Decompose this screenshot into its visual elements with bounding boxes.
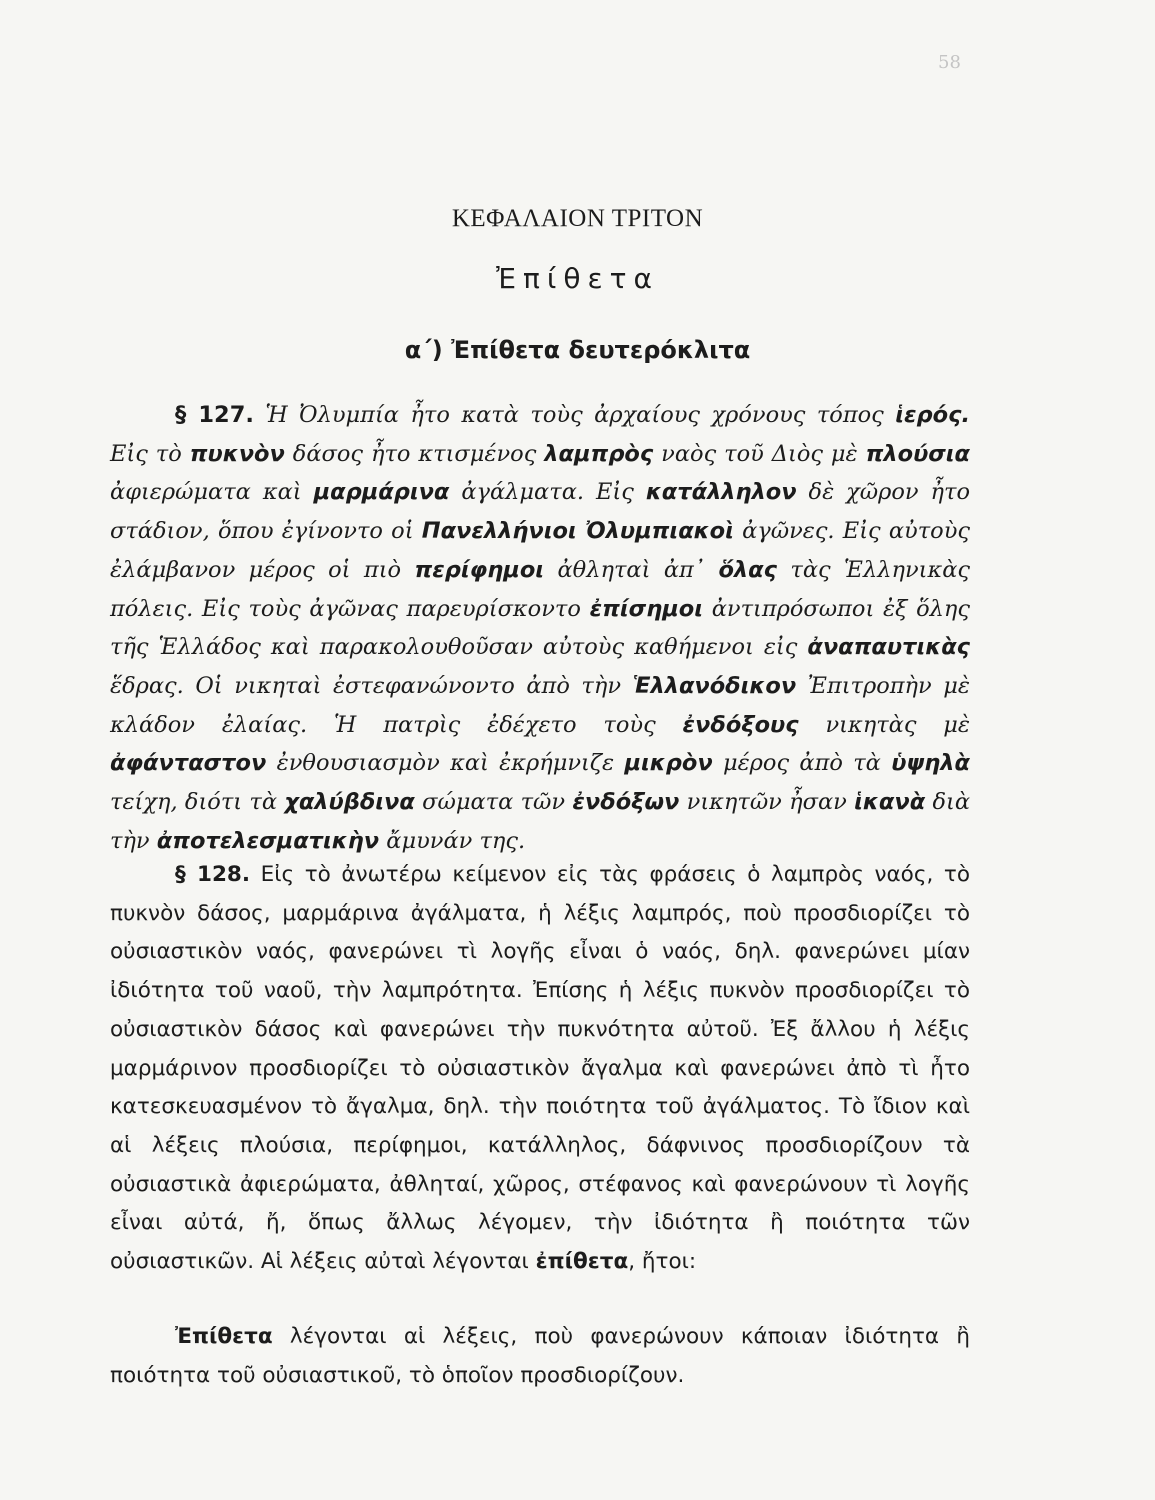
text-run: διὰ τὴν bbox=[110, 789, 971, 854]
text-run: δάσος ἦτο κτισμένος bbox=[284, 440, 545, 467]
chapter-heading: ΚΕΦΑΛΑΙΟΝ ΤΡΙΤΟΝ bbox=[451, 205, 704, 232]
bold-term: Πανελλήνιοι Ὀλυμπιακοὶ bbox=[421, 518, 734, 545]
text-run: νικητῶν ἦσαν bbox=[679, 789, 855, 816]
text-run: ἕδρας. Οἱ νικηταὶ ἐστεφανώνοντο ἀπὸ τὴν bbox=[110, 672, 633, 699]
bold-term: ἐπίθετα bbox=[535, 1249, 629, 1275]
text-run: τὰς Ἑλληνικὰς πόλεις. Εἰς τοὺς ἀγῶνας παρευρίσκοντο bbox=[110, 556, 970, 622]
bold-term: ἀποτελεσματικὴν bbox=[156, 827, 380, 854]
bold-term: ἀναπαυτικὰς bbox=[807, 634, 970, 661]
bold-term: πυκνὸν bbox=[189, 440, 285, 467]
section-number: § 128. bbox=[175, 862, 251, 887]
bold-term: ἀφάνταστον bbox=[110, 750, 267, 777]
text-run: νικητὰς μὲ bbox=[798, 711, 970, 738]
text-run: Εἰς τὸ ἀνωτέρω κείμενον εἰς τὰς φράσεις ὁ λαμπρὸς ναός, τὸ πυκνὸν δάσος, μαρμάρινα ἀγάλματα, ἡ λέξις λαμπρός, ποὺ προσδιορίζει τὸ οὐσιαστικὸν ναός, φανερώνει τὶ λογῆς εἶναι ὁ ναός, δηλ. φανερώνει μίαν ἰδιότητα τοῦ ναοῦ, τὴν λαμπρότητα. Ἐπίσης ἡ λέξις πυκνὸν προσδιορίζει τὸ οὐσιαστικὸν δάσος καὶ φανερώνει τὴν πυκνότητα αὐτοῦ. Ἐξ ἄλλου ἡ λέξις μαρμάρινον προσδιορίζει τὸ οὐσιαστικὸν ἄγαλμα καὶ φανερώνει ἀπὸ τὶ ἦτο κατεσκευασμένον τὸ ἄγαλμα, δηλ. τὴν ποιότητα τοῦ ἀγάλματος. Τὸ ἴδιον καὶ αἱ λέξεις πλούσια, περίφημοι, κατάλληλος, δάφνινος προσδιορίζουν τὰ οὐσιαστικὰ ἀφιερώματα, ἀθληταί, χῶρος, στέφανος καὶ φανερώνουν τὶ λογῆς εἶναι αὐτά, ἤ, ὅπως ἄλλως λέγομεν, τὴν ἰδιότητα ἢ ποιότητα τῶν οὐσιαστικῶν. Αἱ λέξεις αὐταὶ λέγονται bbox=[110, 862, 970, 1275]
text-run: τείχη, διότι τὰ bbox=[110, 789, 285, 816]
bold-term: λαμπρὸς bbox=[544, 440, 654, 467]
text-run: , ἤτοι: bbox=[628, 1249, 697, 1275]
text-run: ἄμυνάν της. bbox=[379, 827, 526, 854]
text-run: Ἐπιτροπὴν μὲ κλάδον ἐλαίας. Ἡ πατρὶς ἐδέχετο τοὺς bbox=[110, 672, 970, 738]
paragraph-128 bbox=[110, 856, 970, 1282]
text-run: ἐνθουσιασμὸν καὶ ἐκρήμνιζε bbox=[266, 750, 625, 777]
definition-paragraph bbox=[110, 1318, 970, 1395]
bold-term: μικρὸν bbox=[624, 750, 713, 777]
text-run: ἀγάλματα. Εἰς bbox=[449, 479, 646, 506]
text-run: δὲ χῶρον ἦτο στάδιον, ὅπου ἐγίνοντο οἱ bbox=[110, 479, 971, 545]
text-run: λέγονται αἱ λέξεις, ποὺ φανερώνουν κάποιαν ἰδιότητα ἢ ποιότητα τοῦ οὐσιαστικοῦ, τὸ ὁποῖον προσδιορίζουν. bbox=[110, 1324, 970, 1388]
text-run: Ἡ Ὀλυμπία ἦτο κατὰ τοὺς ἀρχαίους χρόνους τόπος bbox=[253, 402, 896, 428]
bold-term: ἐνδόξους bbox=[682, 711, 799, 738]
text-run: ἀθληταὶ ἀπ᾽ bbox=[544, 556, 719, 583]
section-subtitle: α΄) Ἐπίθετα δευτερόκλιτα bbox=[404, 336, 751, 364]
bold-term: ὅλας bbox=[718, 556, 777, 583]
bold-term: ἐνδόξων bbox=[572, 789, 680, 816]
text-run: ναὸς τοῦ Διὸς μὲ bbox=[653, 440, 866, 467]
page-title: Ἐπίθετα bbox=[496, 262, 659, 295]
page-number: 58 bbox=[938, 52, 961, 73]
bold-term: Ἐπίθετα bbox=[175, 1324, 273, 1349]
bold-term: κατάλληλον bbox=[645, 479, 797, 506]
text-run: Εἰς τὸ bbox=[110, 440, 190, 467]
bold-term: Ἑλλανόδικον bbox=[632, 672, 797, 699]
bold-term: περίφημοι bbox=[414, 556, 545, 583]
bold-term: ἐπίσημοι bbox=[589, 595, 704, 622]
bold-term: χαλύβδινα bbox=[284, 789, 415, 816]
bold-term: ἱερός. bbox=[895, 402, 970, 428]
text-run: ἀγῶνες. Εἰς αὐτοὺς ἐλάμβανον μέρος οἱ πιὸ bbox=[110, 518, 970, 583]
text-run: μέρος ἀπὸ τὰ bbox=[712, 750, 892, 777]
text-run: σώματα τῶν bbox=[414, 789, 573, 816]
bold-term: πλούσια bbox=[865, 440, 971, 467]
paragraph-127 bbox=[110, 396, 970, 860]
bold-term: ὑψηλὰ bbox=[891, 750, 970, 777]
section-number: § 127. bbox=[175, 402, 254, 428]
text-run: ἀφιερώματα καὶ bbox=[110, 479, 314, 506]
text-run: ἀντιπρόσωποι ἐξ ὅλης τῆς Ἑλλάδος καὶ παρακολουθοῦσαν αὐτοὺς καθήμενοι εἰς bbox=[110, 595, 970, 661]
bold-term: μαρμάρινα bbox=[313, 479, 450, 506]
bold-term: ἱκανὰ bbox=[854, 789, 926, 816]
